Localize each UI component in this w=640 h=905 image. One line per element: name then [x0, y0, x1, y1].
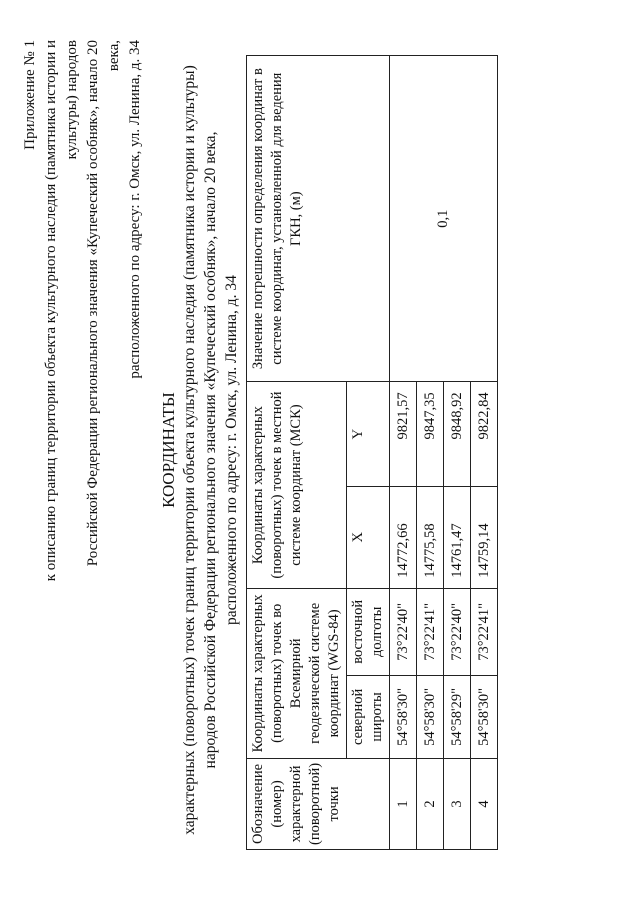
appendix-header: [20, 40, 146, 600]
point-number: 4: [471, 758, 498, 849]
longitude-value: 73°22'40": [390, 588, 417, 675]
latitude-value: 54°58'30": [471, 675, 498, 758]
point-number: 2: [417, 758, 444, 849]
header-msk: Координаты характерных (поворотных) точек в местной системе координат (МСК): [247, 382, 347, 588]
header-longitude: восточной долготы: [347, 588, 390, 675]
coordinates-table: [246, 55, 498, 850]
accuracy-value: 0,1: [390, 56, 498, 382]
longitude-value: 73°22'41": [417, 588, 444, 675]
heading-line: характерных (поворотных) точек границ территории объекта культурного наследия (памятника истории и культуры): [181, 65, 198, 835]
latitude-value: 54°58'30": [417, 675, 444, 758]
header-y: Y: [347, 382, 390, 486]
heading-line: расположенного по адресу: г. Омск, ул. Ленина, д. 34: [223, 275, 240, 625]
x-value: 14759,14: [471, 486, 498, 588]
appendix-line: расположенного по адресу: г. Омск, ул. Ленина, д. 34: [127, 40, 143, 379]
header-wgs84: Координаты характерных (поворотных) точек во Всемирной геодезической системе координат (WGS-84): [247, 588, 347, 758]
appendix-line: Российской Федерации регионального значения «Купеческий особняк», начало 20 века,: [85, 40, 122, 567]
appendix-line: к описанию границ территории объекта культурного наследия (памятника истории и культуры) народов: [43, 40, 80, 582]
point-number: 1: [390, 758, 417, 849]
header-point-number: Обозначение (номер) характерной (поворотной) точки: [247, 758, 390, 849]
longitude-value: 73°22'40": [444, 588, 471, 675]
x-value: 14772,66: [390, 486, 417, 588]
document-title: КООРДИНАТЫ: [159, 392, 178, 508]
header-latitude: северной широты: [347, 675, 390, 758]
header-accuracy: Значение погрешности определения координат в системе координат, установленной для ведения ГКН, (м): [247, 56, 390, 382]
x-value: 14761,47: [444, 486, 471, 588]
heading-line: народов Российской Федерации регионального значения «Купеческий особняк», начало 20 века,: [202, 131, 219, 769]
x-value: 14775,58: [417, 486, 444, 588]
y-value: 9821,57: [390, 382, 417, 486]
y-value: 9822,84: [471, 382, 498, 486]
latitude-value: 54°58'29": [444, 675, 471, 758]
table-row: [390, 56, 417, 850]
y-value: 9847,35: [417, 382, 444, 486]
document-heading: [158, 50, 242, 850]
y-value: 9848,92: [444, 382, 471, 486]
rotated-page-content: [0, 20, 640, 880]
latitude-value: 54°58'30": [390, 675, 417, 758]
longitude-value: 73°22'41": [471, 588, 498, 675]
point-number: 3: [444, 758, 471, 849]
appendix-number: Приложение № 1: [22, 40, 38, 150]
header-x: X: [347, 486, 390, 588]
